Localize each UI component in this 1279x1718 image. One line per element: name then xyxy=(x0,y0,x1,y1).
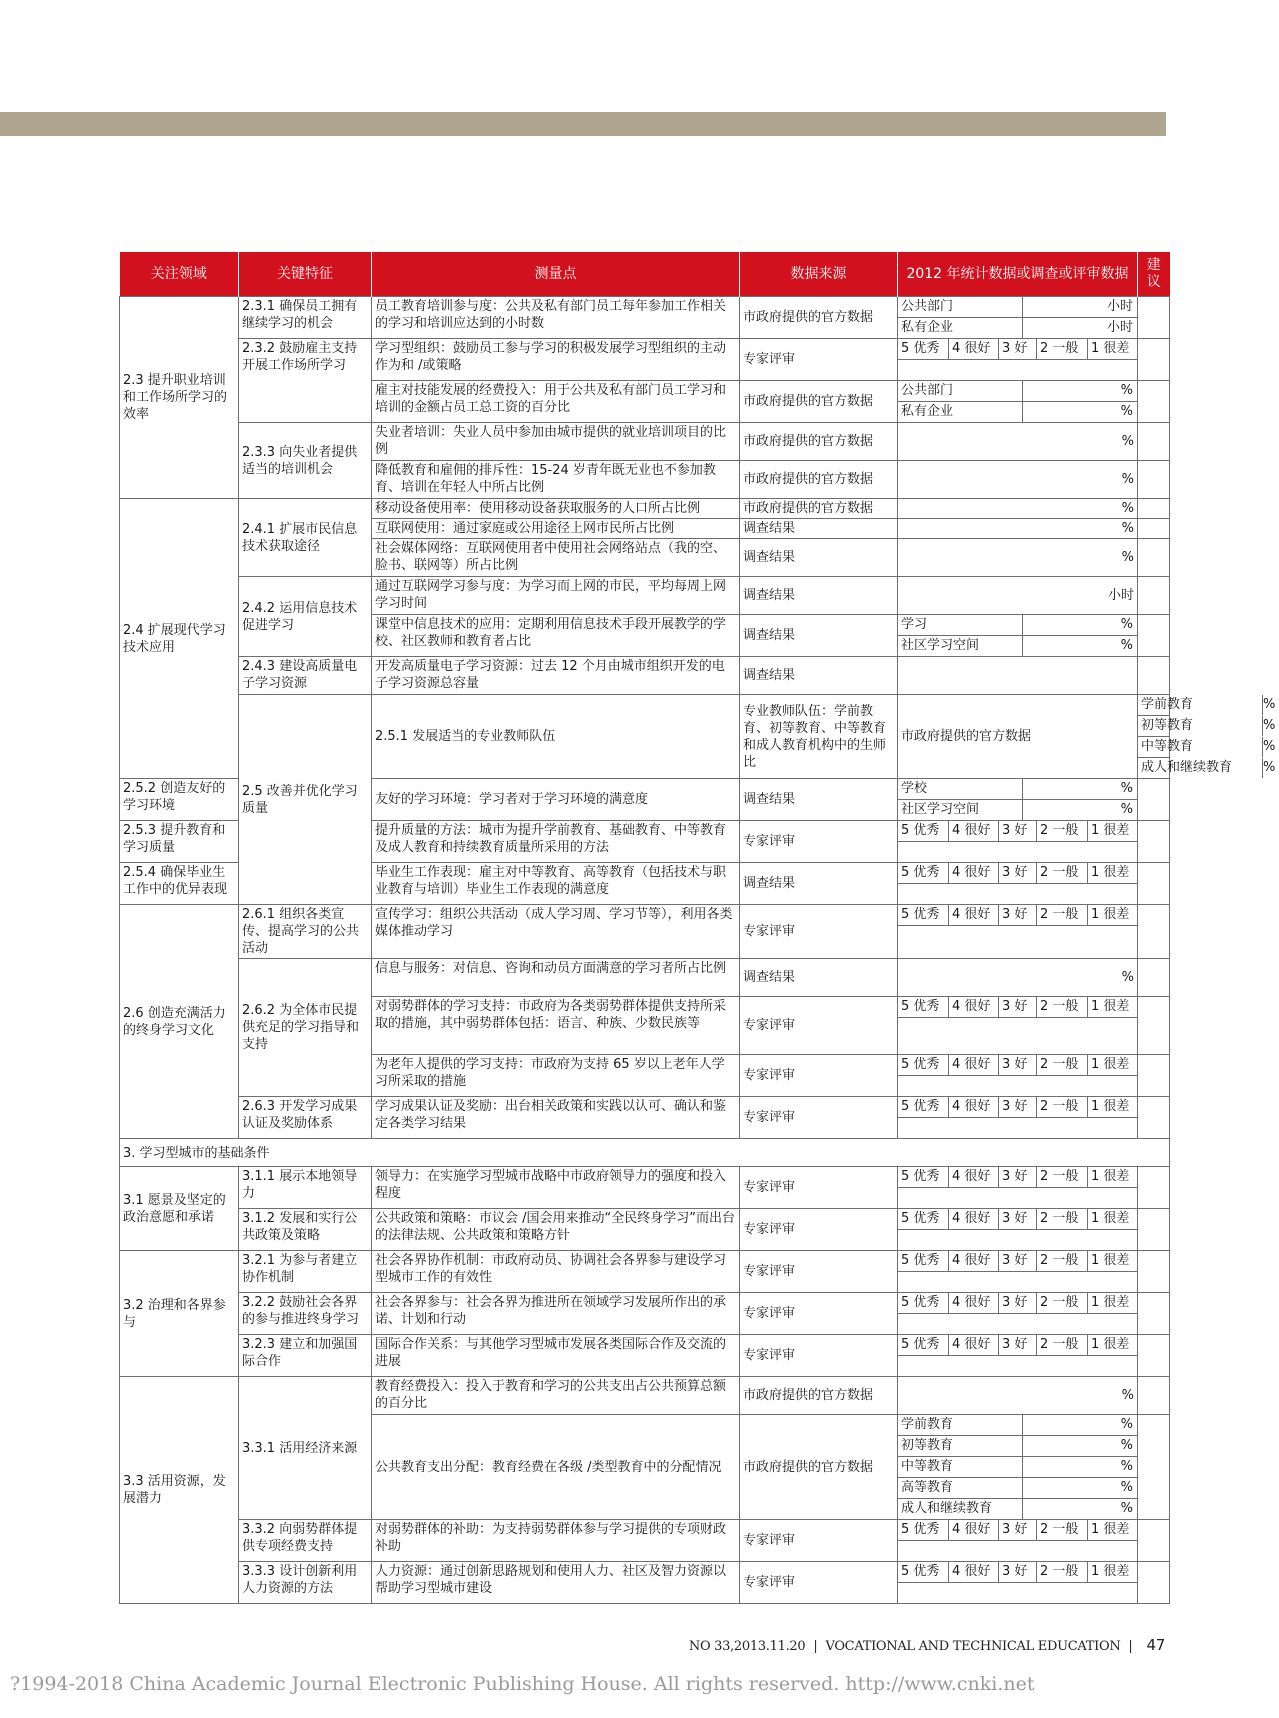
data-cell: % xyxy=(898,423,1138,461)
rating-option: 2 一般 xyxy=(1037,1167,1088,1187)
part-heading: 3. 学习型城市的基础条件 xyxy=(120,1139,1170,1167)
source-cell: 专家评审 xyxy=(740,339,898,381)
suggestion-cell xyxy=(1138,461,1170,499)
data-cell xyxy=(898,821,1138,863)
feature-cell: 2.6.2 为全体市民提供充足的学习指导和支持 xyxy=(239,959,372,1097)
measure-cell: 毕业生工作表现：雇主对中等教育、高等教育（包括技术与职业教育与培训）毕业生工作表现的满意度 xyxy=(372,863,740,905)
data-unit: % xyxy=(1263,739,1276,754)
rating-option: 3 好 xyxy=(999,821,1037,841)
rating-option: 1 很差 xyxy=(1091,1253,1130,1268)
feature-cell: 3.1.1 展示本地领导力 xyxy=(239,1167,372,1209)
rating-scale xyxy=(898,821,1137,842)
source-cell: 市政府提供的官方数据 xyxy=(740,297,898,339)
rating-option: 3 好 xyxy=(999,1167,1037,1187)
rating-scale xyxy=(898,1520,1137,1541)
suggestion-cell xyxy=(1138,539,1170,577)
data-label: 成人和继续教育 xyxy=(898,1499,1023,1519)
suggestion-cell xyxy=(1138,339,1170,381)
suggestion-cell xyxy=(1138,297,1170,339)
source-cell: 市政府提供的官方数据 xyxy=(740,499,898,519)
source-cell: 调查结果 xyxy=(740,657,898,695)
rating-option: 4 很好 xyxy=(949,1097,999,1117)
data-unit: % xyxy=(1120,383,1133,398)
feature-cell: 2.5.1 发展适当的专业教师队伍 xyxy=(372,695,740,779)
suggestion-cell xyxy=(1138,779,1170,821)
feature-cell: 3.1.2 发展和实行公共政策及策略 xyxy=(239,1209,372,1251)
rating-option: 4 很好 xyxy=(949,1167,999,1187)
rating-option: 2 一般 xyxy=(1037,1251,1088,1271)
suggestion-cell xyxy=(1138,1097,1170,1139)
data-cell xyxy=(898,339,1138,381)
feature-cell: 2.3.2 鼓励雇主支持开展工作场所学习 xyxy=(239,339,372,423)
feature-cell: 2.5.2 创造友好的学习环境 xyxy=(120,779,239,821)
rating-option: 5 优秀 xyxy=(898,1293,949,1313)
source-cell: 市政府提供的官方数据 xyxy=(740,423,898,461)
source-cell: 市政府提供的官方数据 xyxy=(740,1415,898,1520)
section-cell: 2.5 改善并优化学习质量 xyxy=(239,695,372,905)
page-footer: NO 33,2013.11.20 | VOCATIONAL AND TECHNICAL EDUCATION | 47 xyxy=(688,1636,1165,1654)
data-cell xyxy=(898,1293,1138,1335)
rating-scale xyxy=(898,1055,1137,1076)
data-cell: % xyxy=(898,499,1138,519)
rating-option: 2 一般 xyxy=(1037,1055,1088,1075)
issue-label: NO 33,2013.11.20 xyxy=(688,1639,806,1654)
table-row xyxy=(120,959,1170,997)
table-row xyxy=(120,499,1170,519)
rating-option: 3 好 xyxy=(999,997,1037,1017)
table-row xyxy=(120,297,1170,339)
measure-cell: 员工教育培训参与度：公共及私有部门员工每年参加工作相关的学习和培训应达到的小时数 xyxy=(372,297,740,339)
data-cell xyxy=(898,905,1138,959)
header-data-2012: 2012 年统计数据或调查或评审数据 xyxy=(898,252,1138,297)
data-cell xyxy=(898,1209,1138,1251)
feature-cell: 2.3.3 向失业者提供适当的培训机会 xyxy=(239,423,372,499)
rating-option: 5 优秀 xyxy=(898,821,949,841)
rating-option: 1 很差 xyxy=(1091,1522,1130,1537)
data-unit: % xyxy=(1263,760,1276,775)
rating-option: 4 很好 xyxy=(949,1209,999,1229)
table-row xyxy=(120,1562,1170,1604)
feature-cell: 3.3.1 活用经济来源 xyxy=(239,1377,372,1520)
measure-cell: 移动设备使用率：使用移动设备获取服务的人口所占比例 xyxy=(372,499,740,519)
rating-option: 2 一般 xyxy=(1037,1293,1088,1313)
rating-option: 3 好 xyxy=(999,1055,1037,1075)
source-cell: 专家评审 xyxy=(740,1520,898,1562)
feature-cell: 2.5.3 提升教育和学习质量 xyxy=(120,821,239,863)
rating-scale xyxy=(898,1209,1137,1230)
rating-option: 3 好 xyxy=(999,1097,1037,1117)
header-source: 数据来源 xyxy=(740,252,898,297)
data-cell xyxy=(898,1097,1138,1139)
data-cell: % xyxy=(898,519,1138,539)
data-unit: % xyxy=(1120,617,1133,632)
rating-option: 2 一般 xyxy=(1037,1335,1088,1355)
copyright-notice: ?1994-2018 China Academic Journal Electronic Publishing House. All rights reserved. http://www.cnki.net xyxy=(10,1673,1035,1695)
rating-option: 1 很差 xyxy=(1091,823,1130,838)
data-cell xyxy=(898,1335,1138,1377)
rating-option: 1 很差 xyxy=(1091,1211,1130,1226)
source-cell: 调查结果 xyxy=(740,615,898,657)
rating-scale xyxy=(898,339,1137,360)
source-cell: 调查结果 xyxy=(740,863,898,905)
data-label: 公共部门 xyxy=(898,381,1023,401)
data-cell xyxy=(898,1562,1138,1604)
measure-cell: 社会媒体网络：互联网使用者中使用社会网络站点（我的空、脸书、联网等）所占比例 xyxy=(372,539,740,577)
suggestion-cell xyxy=(1138,1293,1170,1335)
rating-option: 4 很好 xyxy=(949,1335,999,1355)
rating-scale xyxy=(898,1293,1137,1314)
data-cell xyxy=(898,615,1138,657)
rating-option: 1 很差 xyxy=(1091,341,1130,356)
data-unit: % xyxy=(1263,718,1276,733)
source-cell: 调查结果 xyxy=(740,959,898,997)
rating-option: 2 一般 xyxy=(1037,821,1088,841)
rating-option: 5 优秀 xyxy=(898,1562,949,1582)
data-unit: % xyxy=(1120,404,1133,419)
rating-option: 1 很差 xyxy=(1091,999,1130,1014)
data-unit: 小时 xyxy=(1106,320,1133,335)
rating-scale xyxy=(898,997,1137,1018)
data-unit: % xyxy=(1120,1480,1133,1495)
section-cell: 2.3 提升职业培训和工作场所学习的效率 xyxy=(120,297,239,499)
data-label: 学前教育 xyxy=(898,1415,1023,1435)
rating-option: 1 很差 xyxy=(1091,1099,1130,1114)
measure-cell: 宣传学习：组织公共活动（成人学习周、学习节等），利用各类媒体推动学习 xyxy=(372,905,740,959)
feature-cell: 3.2.1 为参与者建立协作机制 xyxy=(239,1251,372,1293)
feature-cell: 2.5.4 确保毕业生工作中的优异表现 xyxy=(120,863,239,905)
rating-option: 2 一般 xyxy=(1037,339,1088,359)
suggestion-cell xyxy=(1138,657,1170,695)
data-label: 初等教育 xyxy=(1138,716,1263,736)
data-unit: % xyxy=(1120,1459,1133,1474)
data-unit: % xyxy=(1263,697,1276,712)
source-cell: 调查结果 xyxy=(740,519,898,539)
suggestion-cell xyxy=(1138,381,1170,423)
rating-option: 3 好 xyxy=(999,1293,1037,1313)
data-label: 高等教育 xyxy=(898,1478,1023,1498)
data-unit: % xyxy=(1120,1417,1133,1432)
data-cell xyxy=(898,1415,1138,1520)
rating-scale xyxy=(898,863,1137,884)
feature-cell: 2.3.1 确保员工拥有继续学习的机会 xyxy=(239,297,372,339)
data-label: 学习 xyxy=(898,615,1023,635)
rating-scale xyxy=(898,1562,1137,1583)
rating-scale xyxy=(898,1097,1137,1118)
rating-option: 3 好 xyxy=(999,1335,1037,1355)
rating-option: 4 很好 xyxy=(949,1055,999,1075)
source-cell: 市政府提供的官方数据 xyxy=(740,381,898,423)
rating-scale xyxy=(898,1167,1137,1188)
data-cell: % xyxy=(898,461,1138,499)
rating-option: 3 好 xyxy=(999,863,1037,883)
measure-cell: 开发高质量电子学习资源：过去 12 个月由城市组织开发的电子学习资源总容量 xyxy=(372,657,740,695)
feature-cell: 2.6.1 组织各类宣传、提高学习的公共活动 xyxy=(239,905,372,959)
rating-option: 5 优秀 xyxy=(898,1055,949,1075)
source-cell: 专家评审 xyxy=(740,1055,898,1097)
suggestion-cell xyxy=(1138,1251,1170,1293)
source-cell: 专家评审 xyxy=(740,1209,898,1251)
measure-cell: 失业者培训：失业人员中参加由城市提供的就业培训项目的比例 xyxy=(372,423,740,461)
table-row xyxy=(120,1335,1170,1377)
data-cell xyxy=(898,1251,1138,1293)
measure-cell: 学习成果认证及奖励：出台相关政策和实践以认可、确认和鉴定各类学习结果 xyxy=(372,1097,740,1139)
suggestion-cell xyxy=(1138,1335,1170,1377)
data-label: 私有企业 xyxy=(898,402,1023,422)
rating-option: 2 一般 xyxy=(1037,997,1088,1017)
table-row xyxy=(120,1251,1170,1293)
suggestion-cell xyxy=(1138,905,1170,959)
measure-cell: 专业教师队伍：学前教育、初等教育、中等教育和成人教育机构中的生师比 xyxy=(740,695,898,779)
data-cell: % xyxy=(898,959,1138,997)
data-cell xyxy=(898,657,1138,695)
measure-cell: 公共政策和策略：市议会 /国会用来推动“全民终身学习”而出台的法律法规、公共政策和策略方针 xyxy=(372,1209,740,1251)
source-cell: 市政府提供的官方数据 xyxy=(898,695,1138,779)
suggestion-cell xyxy=(1138,499,1170,519)
section-cell: 3.2 治理和各界参与 xyxy=(120,1251,239,1377)
source-cell: 专家评审 xyxy=(740,1335,898,1377)
table-row xyxy=(120,1209,1170,1251)
rating-option: 3 好 xyxy=(999,1562,1037,1582)
measure-cell: 雇主对技能发展的经费投入：用于公共及私有部门员工学习和培训的金额占员工总工资的百分比 xyxy=(372,381,740,423)
rating-option: 1 很差 xyxy=(1091,1169,1130,1184)
indicator-table xyxy=(119,252,1276,1604)
source-cell: 专家评审 xyxy=(740,1562,898,1604)
section-cell: 3.1 愿景及坚定的政治意愿和承诺 xyxy=(120,1167,239,1251)
rating-option: 5 优秀 xyxy=(898,339,949,359)
rating-option: 1 很差 xyxy=(1091,1337,1130,1352)
rating-option: 4 很好 xyxy=(949,1562,999,1582)
data-label: 私有企业 xyxy=(898,318,1023,338)
data-label: 社区学习空间 xyxy=(898,800,1023,820)
section-cell: 2.6 创造充满活力的终身学习文化 xyxy=(120,905,239,1139)
rating-option: 2 一般 xyxy=(1037,863,1088,883)
rating-scale xyxy=(898,1251,1137,1272)
suggestion-cell xyxy=(1138,615,1170,657)
measure-cell: 社会各界参与：社会各界为推进所在领域学习发展所作出的承诺、计划和行动 xyxy=(372,1293,740,1335)
table-row xyxy=(120,1377,1170,1415)
rating-option: 4 很好 xyxy=(949,1520,999,1540)
data-cell xyxy=(898,297,1138,339)
table-row xyxy=(120,1097,1170,1139)
header-suggestion: 建议 xyxy=(1138,252,1170,297)
suggestion-cell xyxy=(1138,1415,1170,1520)
measure-cell: 友好的学习环境：学习者对于学习环境的满意度 xyxy=(372,779,740,821)
header-key-feature: 关键特征 xyxy=(239,252,372,297)
rating-option: 1 很差 xyxy=(1091,907,1130,922)
suggestion-cell xyxy=(1138,821,1170,863)
rating-scale xyxy=(898,1335,1137,1356)
table-row xyxy=(120,695,1170,779)
rating-scale xyxy=(898,905,1137,926)
data-cell xyxy=(898,1055,1138,1097)
feature-cell: 2.4.1 扩展市民信息技术获取途径 xyxy=(239,499,372,577)
feature-cell: 3.3.2 向弱势群体提供专项经费支持 xyxy=(239,1520,372,1562)
table-row xyxy=(120,905,1170,959)
feature-cell: 3.2.2 鼓励社会各界的参与推进终身学习 xyxy=(239,1293,372,1335)
suggestion-cell xyxy=(1138,423,1170,461)
table-header-row xyxy=(120,252,1170,297)
rating-option: 5 优秀 xyxy=(898,1209,949,1229)
rating-option: 1 很差 xyxy=(1091,865,1130,880)
measure-cell: 课堂中信息技术的应用：定期利用信息技术手段开展教学的学校、社区教师和教育者占比 xyxy=(372,615,740,657)
table-row xyxy=(120,1293,1170,1335)
rating-option: 4 很好 xyxy=(949,863,999,883)
measure-cell: 对弱势群体的补助：为支持弱势群体参与学习提供的专项财政补助 xyxy=(372,1520,740,1562)
rating-option: 2 一般 xyxy=(1037,1562,1088,1582)
measure-cell: 国际合作关系：与其他学习型城市发展各类国际合作及交流的进展 xyxy=(372,1335,740,1377)
data-cell xyxy=(898,863,1138,905)
table-row xyxy=(120,339,1170,381)
source-cell: 调查结果 xyxy=(740,577,898,615)
rating-option: 3 好 xyxy=(999,1251,1037,1271)
table-row xyxy=(120,1520,1170,1562)
measure-cell: 提升质量的方法：城市为提升学前教育、基础教育、中等教育及成人教育和持续教育质量所采用的方法 xyxy=(372,821,740,863)
feature-cell: 2.4.3 建设高质量电子学习资源 xyxy=(239,657,372,695)
data-cell xyxy=(1138,695,1276,779)
journal-name: VOCATIONAL AND TECHNICAL EDUCATION xyxy=(825,1639,1121,1654)
rating-option: 5 优秀 xyxy=(898,905,949,925)
rating-option: 3 好 xyxy=(999,905,1037,925)
table-row xyxy=(120,577,1170,615)
page-number: 47 xyxy=(1146,1636,1165,1654)
data-unit: % xyxy=(1120,802,1133,817)
feature-cell: 3.2.3 建立和加强国际合作 xyxy=(239,1335,372,1377)
suggestion-cell xyxy=(1138,1377,1170,1415)
rating-option: 3 好 xyxy=(999,339,1037,359)
data-label: 学校 xyxy=(898,779,1023,799)
rating-option: 4 很好 xyxy=(949,1293,999,1313)
data-label: 初等教育 xyxy=(898,1436,1023,1456)
data-label: 中等教育 xyxy=(1138,737,1263,757)
rating-option: 1 很差 xyxy=(1091,1564,1130,1579)
rating-option: 5 优秀 xyxy=(898,1251,949,1271)
rating-option: 2 一般 xyxy=(1037,1520,1088,1540)
source-cell: 市政府提供的官方数据 xyxy=(740,1377,898,1415)
header-focus-area: 关注领域 xyxy=(120,252,239,297)
source-cell: 专家评审 xyxy=(740,1293,898,1335)
suggestion-cell xyxy=(1138,519,1170,539)
rating-option: 5 优秀 xyxy=(898,1335,949,1355)
rating-option: 4 很好 xyxy=(949,1251,999,1271)
section-cell: 2.4 扩展现代学习技术应用 xyxy=(120,499,239,779)
measure-cell: 为老年人提供的学习支持：市政府为支持 65 岁以上老年人学习所采取的措施 xyxy=(372,1055,740,1097)
rating-option: 1 很差 xyxy=(1091,1057,1130,1072)
rating-option: 2 一般 xyxy=(1037,1097,1088,1117)
source-cell: 调查结果 xyxy=(740,779,898,821)
measure-cell: 人力资源：通过创新思路规划和使用人力、社区及智力资源以帮助学习型城市建设 xyxy=(372,1562,740,1604)
data-label: 学前教育 xyxy=(1138,695,1263,715)
data-cell xyxy=(898,779,1138,821)
rating-option: 4 很好 xyxy=(949,339,999,359)
data-unit: % xyxy=(1120,1501,1133,1516)
feature-cell: 3.3.3 设计创新利用人力资源的方法 xyxy=(239,1562,372,1604)
header-measure: 测量点 xyxy=(372,252,740,297)
rating-option: 5 优秀 xyxy=(898,1167,949,1187)
rating-option: 4 很好 xyxy=(949,821,999,841)
source-cell: 专家评审 xyxy=(740,905,898,959)
source-cell: 调查结果 xyxy=(740,539,898,577)
suggestion-cell xyxy=(1138,1055,1170,1097)
rating-option: 1 很差 xyxy=(1091,1295,1130,1310)
measure-cell: 信息与服务：对信息、咨询和动员方面满意的学习者所占比例 xyxy=(372,959,740,997)
feature-cell: 2.4.2 运用信息技术促进学习 xyxy=(239,577,372,657)
suggestion-cell xyxy=(1138,959,1170,997)
source-cell: 专家评审 xyxy=(740,997,898,1055)
data-cell xyxy=(898,1167,1138,1209)
measure-cell: 学习型组织：鼓励员工参与学习的积极发展学习型组织的主动作为和 /或策略 xyxy=(372,339,740,381)
data-cell xyxy=(898,1520,1138,1562)
feature-cell: 2.6.3 开发学习成果认证及奖励体系 xyxy=(239,1097,372,1139)
rating-option: 2 一般 xyxy=(1037,905,1088,925)
source-cell: 专家评审 xyxy=(740,821,898,863)
data-label: 公共部门 xyxy=(898,297,1023,317)
rating-option: 5 优秀 xyxy=(898,1097,949,1117)
suggestion-cell xyxy=(1138,1167,1170,1209)
table-row xyxy=(120,657,1170,695)
part-heading-row xyxy=(120,1139,1170,1167)
suggestion-cell xyxy=(1138,1520,1170,1562)
source-cell: 市政府提供的官方数据 xyxy=(740,461,898,499)
rating-option: 5 优秀 xyxy=(898,863,949,883)
measure-cell: 互联网使用：通过家庭或公用途径上网市民所占比例 xyxy=(372,519,740,539)
suggestion-cell xyxy=(1138,577,1170,615)
suggestion-cell xyxy=(1138,1209,1170,1251)
data-unit: % xyxy=(1120,1438,1133,1453)
rating-option: 5 优秀 xyxy=(898,1520,949,1540)
rating-option: 5 优秀 xyxy=(898,997,949,1017)
measure-cell: 通过互联网学习参与度：为学习而上网的市民，平均每周上网学习时间 xyxy=(372,577,740,615)
measure-cell: 降低教育和雇佣的排斥性：15-24 岁青年既无业也不参加教育、培训在年轻人中所占比例 xyxy=(372,461,740,499)
source-cell: 专家评审 xyxy=(740,1097,898,1139)
data-cell xyxy=(898,381,1138,423)
rating-option: 2 一般 xyxy=(1037,1209,1088,1229)
rating-option: 3 好 xyxy=(999,1209,1037,1229)
data-cell: 小时 xyxy=(898,577,1138,615)
rating-option: 3 好 xyxy=(999,1520,1037,1540)
data-label: 社区学习空间 xyxy=(898,636,1023,656)
suggestion-cell xyxy=(1138,997,1170,1055)
data-unit: 小时 xyxy=(1106,299,1133,314)
data-unit: % xyxy=(1120,638,1133,653)
data-label: 成人和继续教育 xyxy=(1138,758,1263,778)
data-cell: % xyxy=(898,1377,1138,1415)
section-cell: 3.3 活用资源，发展潜力 xyxy=(120,1377,239,1604)
suggestion-cell xyxy=(1138,863,1170,905)
measure-cell: 对弱势群体的学习支持：市政府为各类弱势群体提供支持所采取的措施，其中弱势群体包括：语言、种族、少数民族等 xyxy=(372,997,740,1055)
rating-option: 4 很好 xyxy=(949,997,999,1017)
measure-cell: 社会各界协作机制：市政府动员、协调社会各界参与建设学习型城市工作的有效性 xyxy=(372,1251,740,1293)
data-cell: % xyxy=(898,539,1138,577)
measure-cell: 领导力：在实施学习型城市战略中市政府领导力的强度和投入程度 xyxy=(372,1167,740,1209)
header-band xyxy=(0,112,1166,136)
measure-cell: 公共教育支出分配：教育经费在各级 /类型教育中的分配情况 xyxy=(372,1415,740,1520)
data-label: 中等教育 xyxy=(898,1457,1023,1477)
table-row xyxy=(120,1167,1170,1209)
suggestion-cell xyxy=(1138,1562,1170,1604)
source-cell: 专家评审 xyxy=(740,1251,898,1293)
data-unit: % xyxy=(1120,781,1133,796)
rating-option: 4 很好 xyxy=(949,905,999,925)
table-row xyxy=(120,423,1170,461)
data-cell xyxy=(898,997,1138,1055)
source-cell: 专家评审 xyxy=(740,1167,898,1209)
measure-cell: 教育经费投入：投入于教育和学习的公共支出占公共预算总额的百分比 xyxy=(372,1377,740,1415)
